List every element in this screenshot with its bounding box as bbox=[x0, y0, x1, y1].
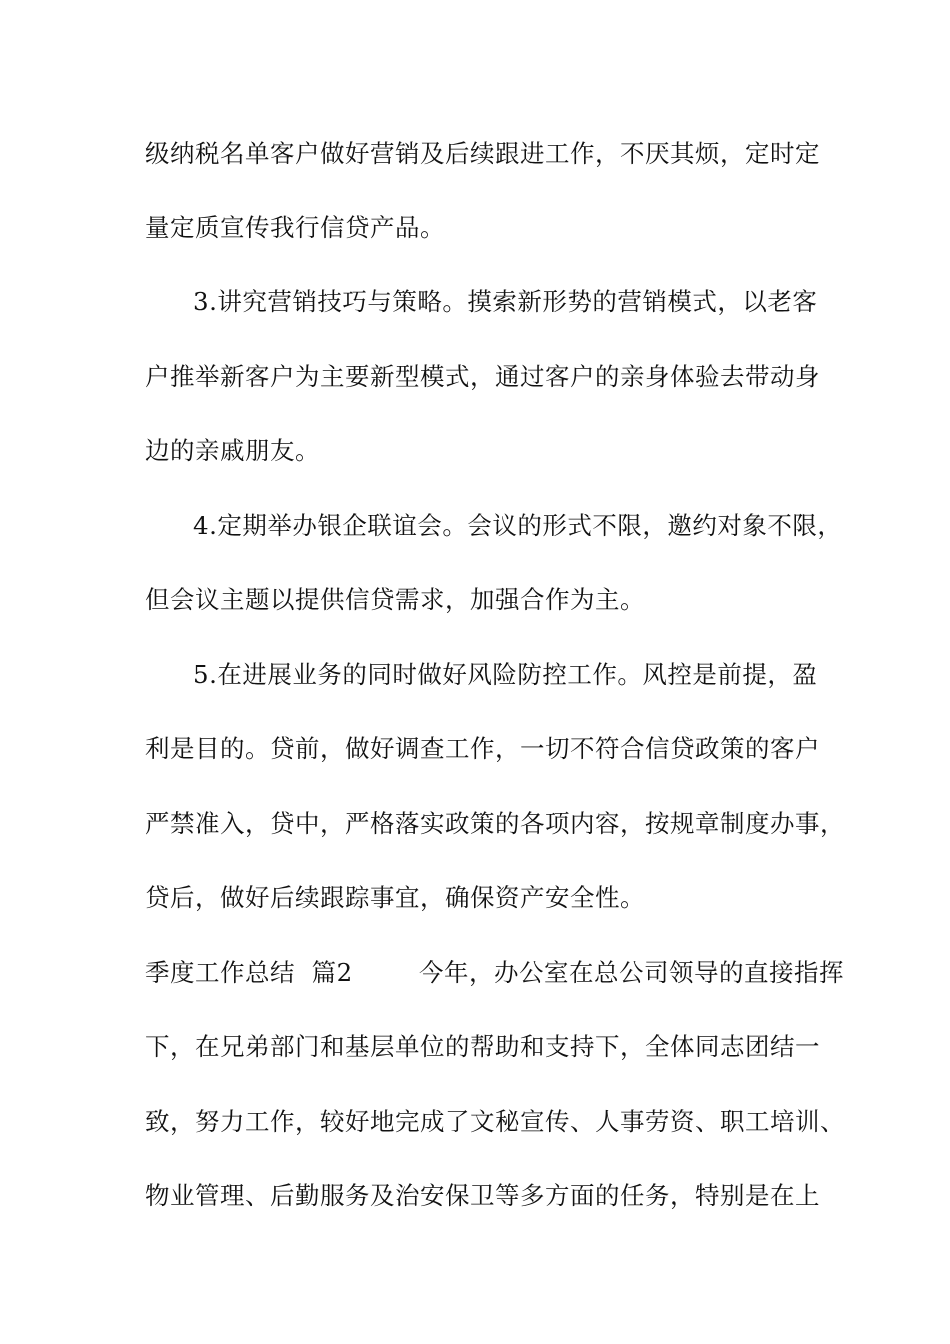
text-line: 量定质宣传我行信贷产品。 bbox=[145, 213, 445, 242]
text-line: 但会议主题以提供信贷需求，加强合作为主。 bbox=[145, 585, 645, 614]
text-line: 物业管理、后勤服务及治安保卫等多方面的任务，特别是在上 bbox=[145, 1181, 820, 1210]
text-line: 级纳税名单客户做好营销及后续跟进工作，不厌其烦，定时定 bbox=[145, 139, 820, 168]
text-line: 严禁准入，贷中，严格落实政策的各项内容，按规章制度办事， bbox=[145, 809, 845, 838]
text-line: 下，在兄弟部门和基层单位的帮助和支持下，全体同志团结一 bbox=[145, 1032, 820, 1061]
section-heading-line: 季度工作总结 篇2 今年，办公室在总公司领导的直接指挥 bbox=[145, 958, 844, 987]
paragraph-3-start: 3.讲究营销技巧与策略。摸索新形势的营销模式，以老客 bbox=[193, 287, 818, 316]
text-line: 边的亲戚朋友。 bbox=[145, 436, 320, 465]
paragraph-5-start: 5.在进展业务的同时做好风险防控工作。风控是前提，盈 bbox=[193, 660, 818, 689]
text-line: 户推举新客户为主要新型模式，通过客户的亲身体验去带动身 bbox=[145, 362, 820, 391]
text-line: 致，努力工作，较好地完成了文秘宣传、人事劳资、职工培训、 bbox=[145, 1107, 845, 1136]
paragraph-4-start: 4.定期举办银企联谊会。会议的形式不限，邀约对象不限， bbox=[193, 511, 843, 540]
text-line: 贷后，做好后续跟踪事宜，确保资产安全性。 bbox=[145, 883, 645, 912]
text-line: 利是目的。贷前，做好调查工作，一切不符合信贷政策的客户 bbox=[145, 734, 820, 763]
